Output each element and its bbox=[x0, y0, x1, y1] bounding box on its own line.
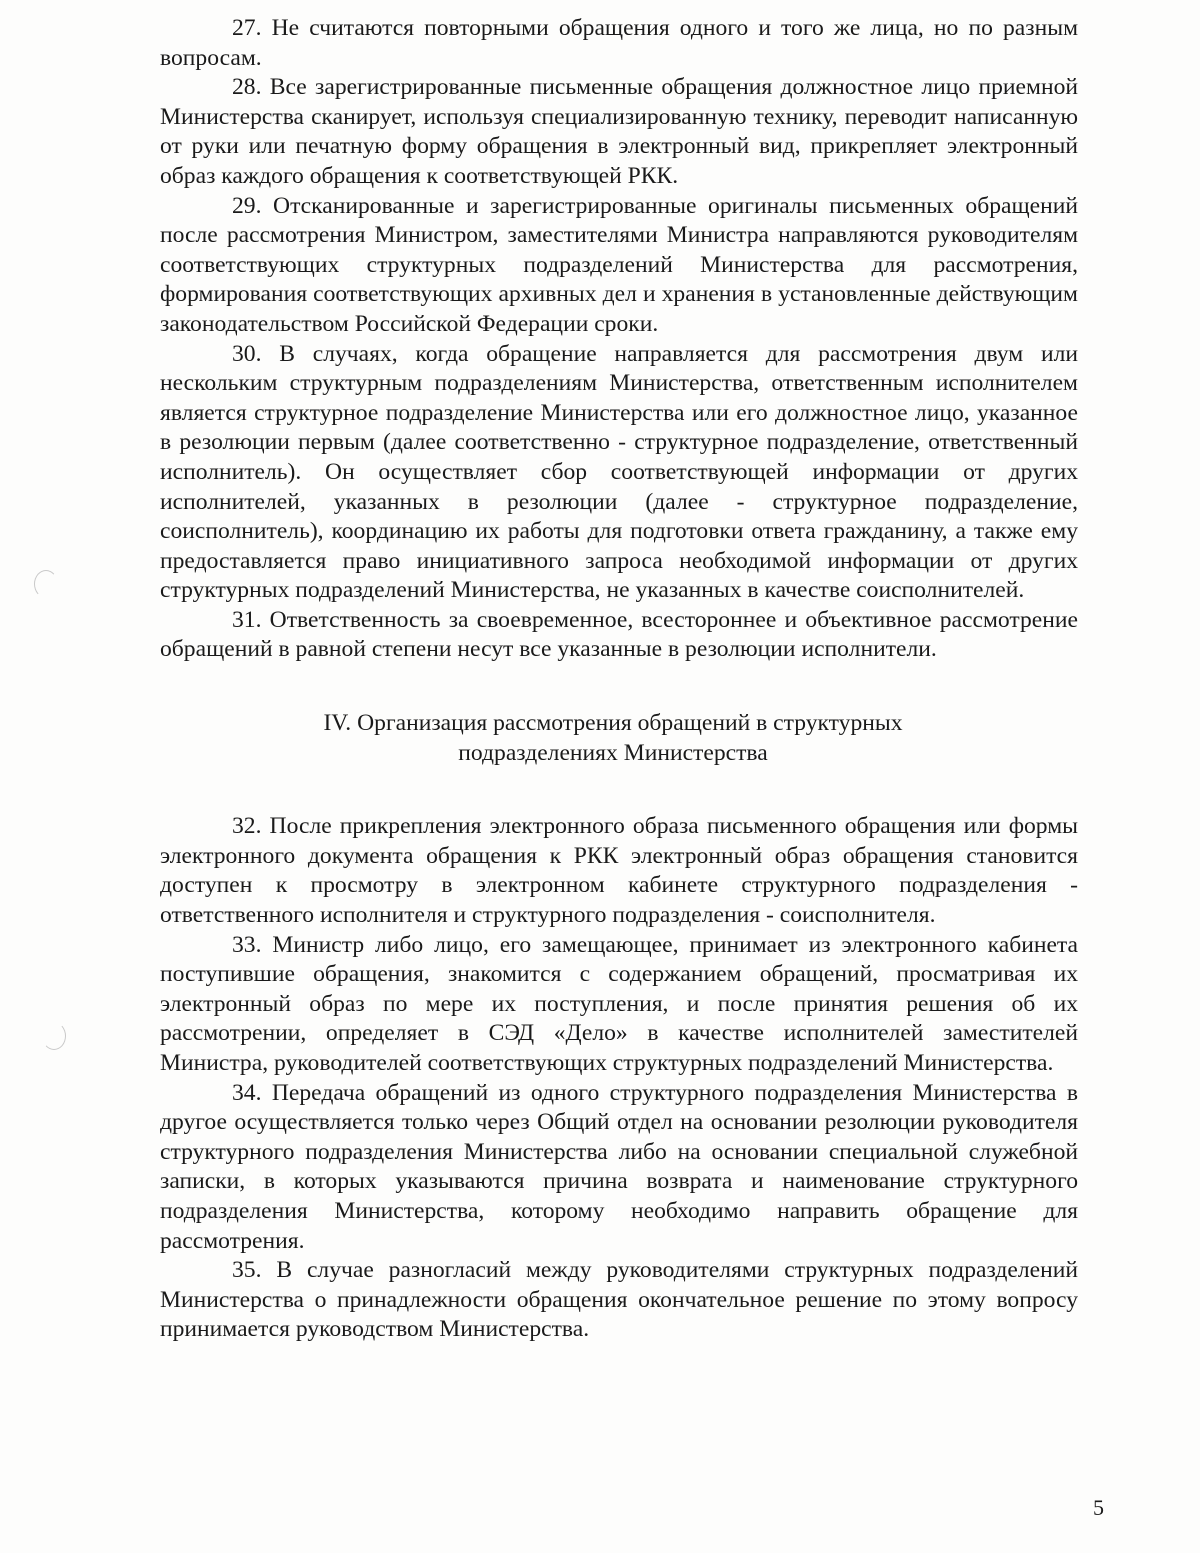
paragraph-29: 29. Отсканированные и зарегистрированные оригиналы письменных обращений после рассмотрения Министром, заместителями Министра направляются руководителям соответствующих структурных подразделений Министерства для рассмотрения, формирования соответствующих архивных дел и хранения в установленные действующим законодательством Российской Федерации сроки. bbox=[160, 192, 1078, 337]
page-number: 5 bbox=[1093, 1495, 1104, 1520]
paragraph-35: 35. В случае разногласий между руководителями структурных подразделений Министерства о принадлежности обращения окончательное решение по этому вопросу принимается руководством Министерства. bbox=[160, 1257, 1078, 1343]
paragraph-34: 34. Передача обращений из одного структурного подразделения Министерства в другое осуществляется только через Общий отдел на основании резолюции руководителя структурного подразделения Министерства либо на основании специальной служебной записки, в которых указываются причина возврата и наименование структурного подразделения Министерства, которому необходимо направить обращение для рассмотрения. bbox=[160, 1079, 1078, 1254]
paragraph-33: 33. Министр либо лицо, его замещающее, принимает из электронного кабинета поступившие обращения, знакомится с содержанием обращений, просматривая их электронный образ по мере их поступления, и после принятия решения об их рассмотрении, определяет в СЭД «Дело» в качестве исполнителей заместителей Министра, руководителей соответствующих структурных подразделений Министерства. bbox=[160, 931, 1078, 1076]
hole-punch-mark bbox=[42, 1022, 66, 1050]
paragraph-31: 31. Ответственность за своевременное, всестороннее и объективное рассмотрение обращений в равной степени несут все указанные в резолюции исполнители. bbox=[160, 606, 1078, 663]
section-heading-line-2: подразделениях Министерства bbox=[458, 739, 768, 766]
paragraph-32: 32. После прикрепления электронного образа письменного обращения или формы электронного документа обращения к РКК электронный образ обращения становится доступен к просмотру в электронном кабинете структурного подразделения - ответственного исполнителя и структурного подразделения - соисполнителя. bbox=[160, 813, 1078, 929]
document-body bbox=[160, 14, 1078, 1345]
paragraph-30: 30. В случаях, когда обращение направляется для рассмотрения двум или нескольким структурным подразделениям Министерства, ответственным исполнителем является структурное подразделение Министерства или его должностное лицо, указанное в резолюции первым (далее соответственно - структурное подразделение, ответственный исполнитель). Он осуществляет сбор соответствующей информации от других исполнителей, указанных в резолюции (далее - структурное подразделение, соисполнитель), координацию их работы для подготовки ответа гражданину, а также ему предоставляется право инициативного запроса необходимой информации от других структурных подразделений Министерства, не указанных в качестве соисполнителей. bbox=[160, 340, 1078, 604]
paragraph-28: 28. Все зарегистрированные письменные обращения должностное лицо приемной Министерства сканирует, используя специализированную технику, переводит написанную от руки или печатную форму обращения в электронный вид, прикрепляет электронный образ каждого обращения к соответствующей РКК. bbox=[160, 74, 1078, 189]
section-heading-line-1: IV. Организация рассмотрения обращений в структурных bbox=[323, 710, 903, 737]
section-heading bbox=[160, 709, 1078, 768]
paragraph-27: 27. Не считаются повторными обращения одного и того же лица, но по разным вопросам. bbox=[160, 15, 1078, 71]
hole-punch-mark bbox=[34, 570, 58, 598]
